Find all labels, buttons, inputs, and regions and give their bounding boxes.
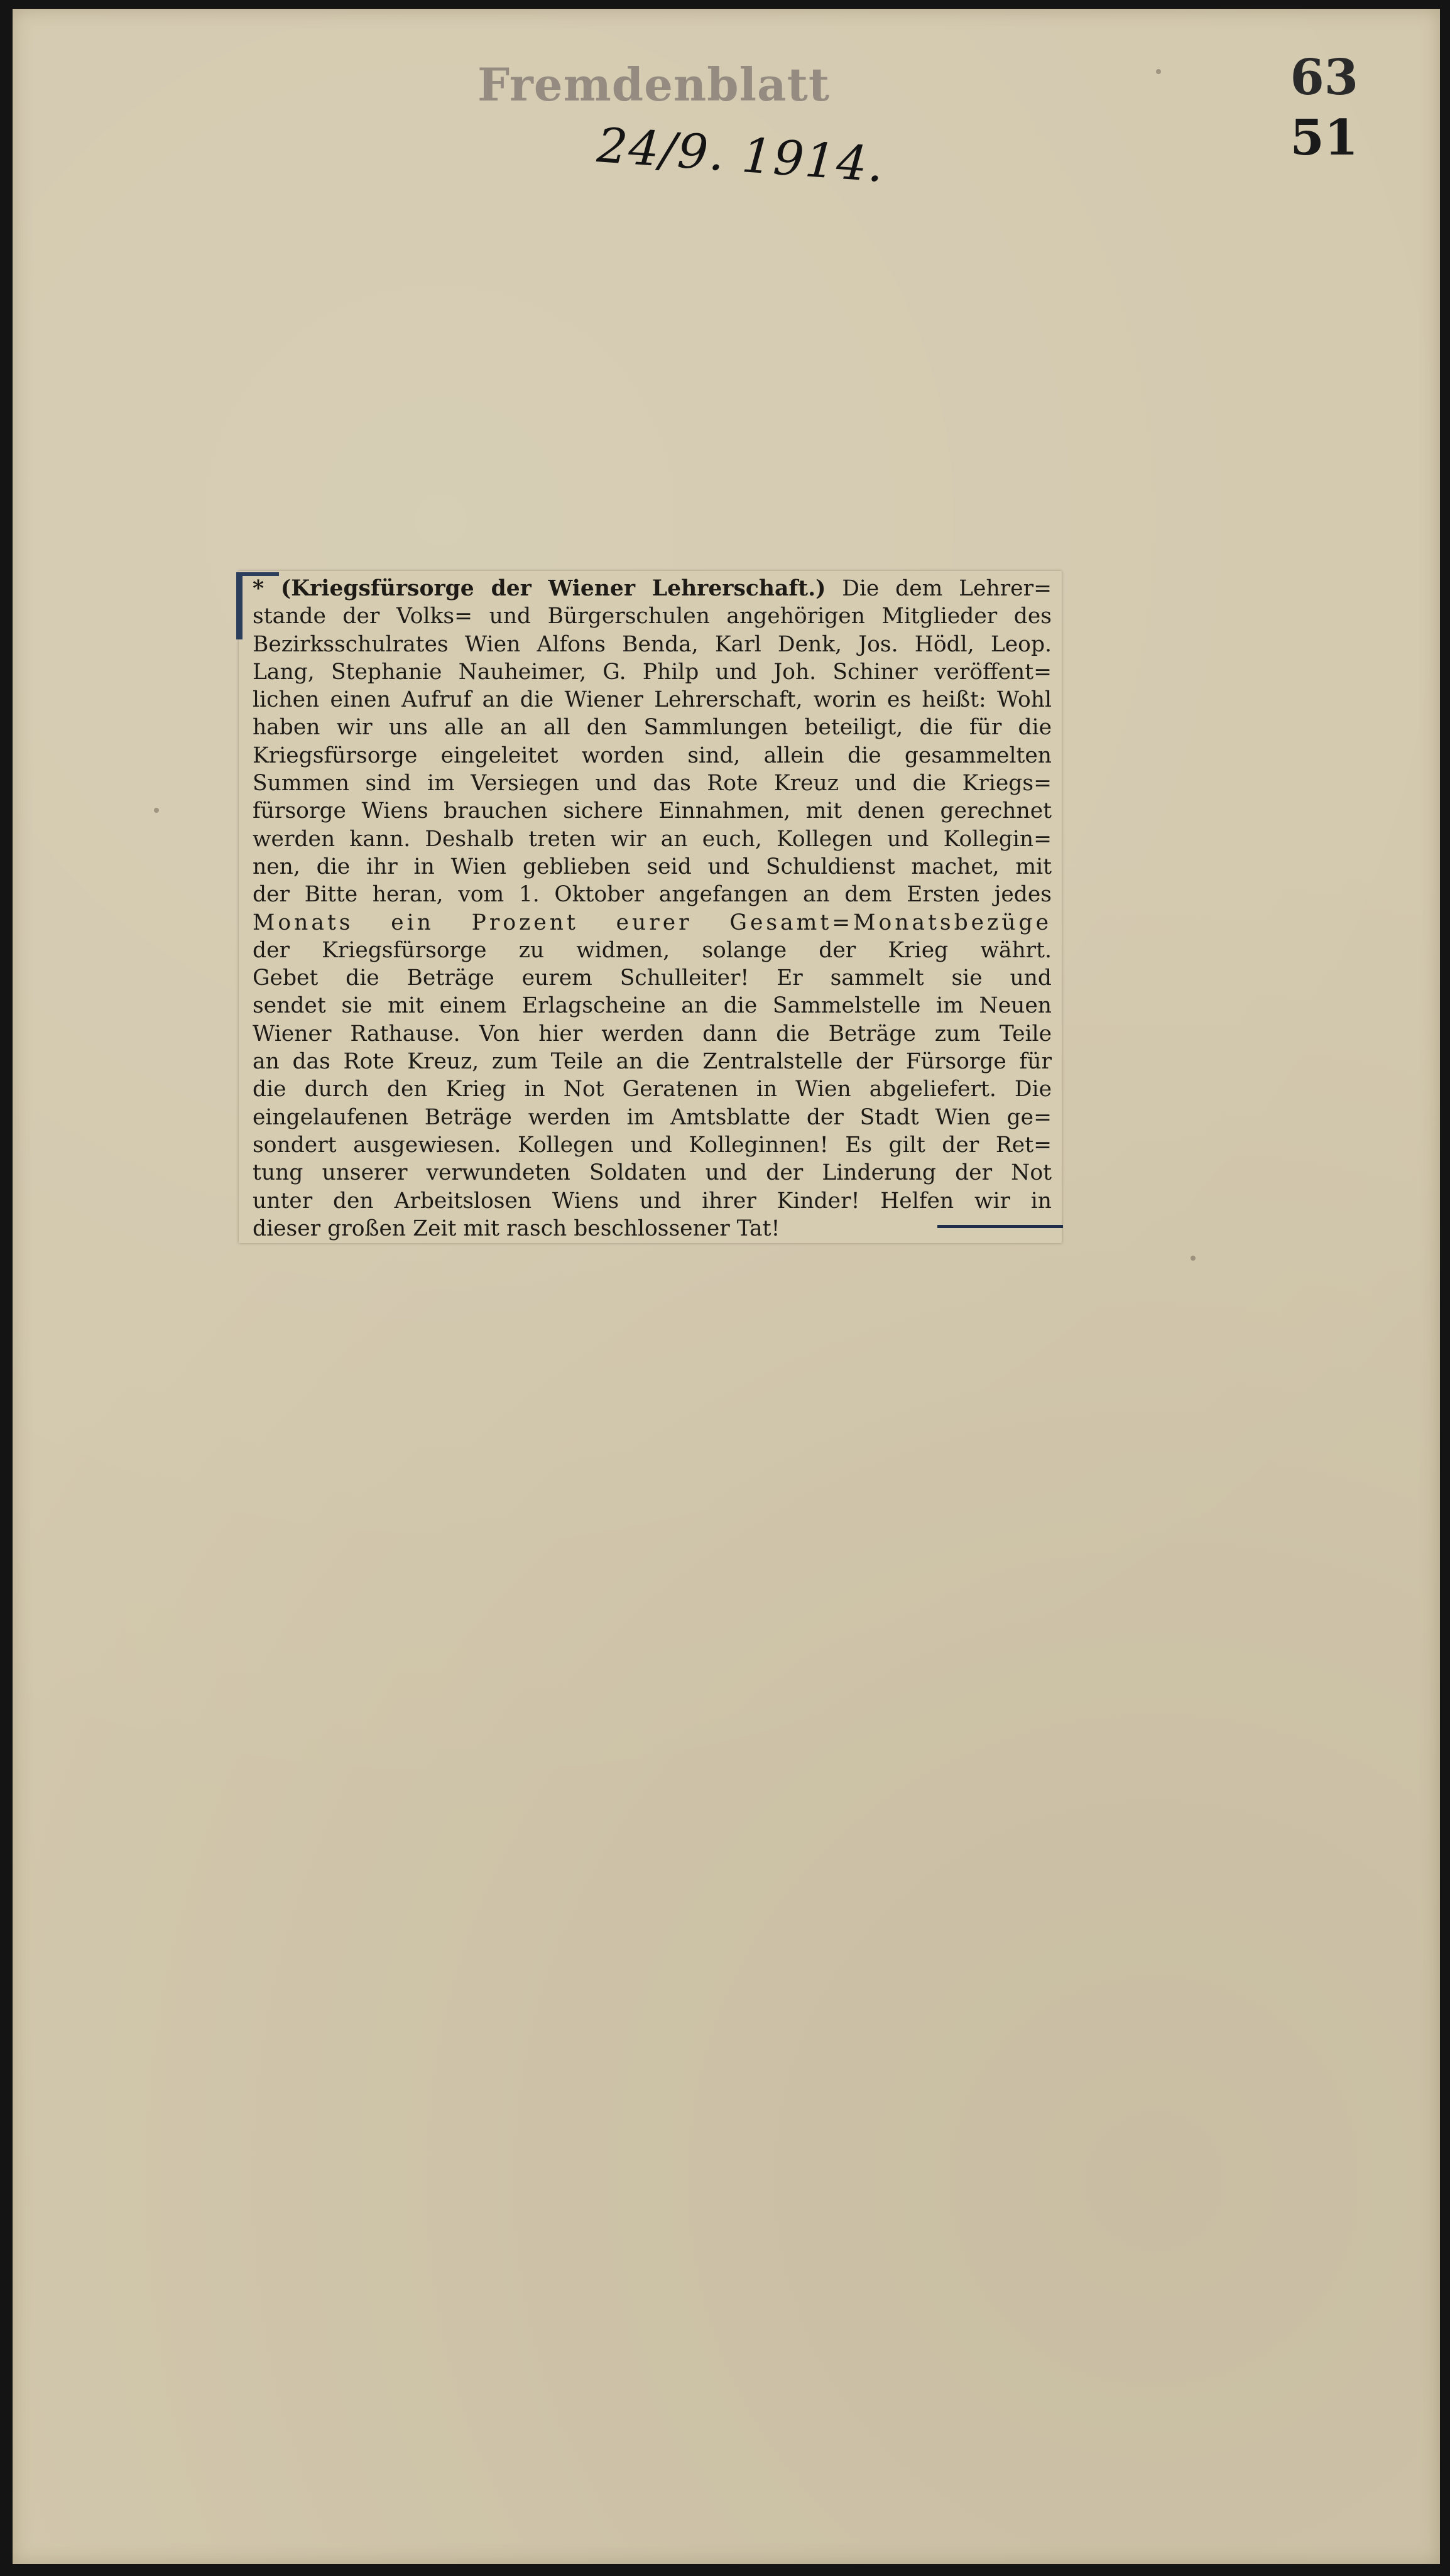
clipping-end-rule bbox=[937, 1225, 1063, 1228]
article-line: werden kann. Deshalb treten wir an euch, Kollegen und Kollegin= bbox=[253, 826, 1052, 852]
article-line bbox=[253, 575, 1052, 602]
paper-speck bbox=[1191, 1256, 1196, 1261]
article-line: der Bitte heran, vom 1. Oktober angefangen an dem Ersten jedes bbox=[253, 882, 1052, 908]
article-heading: * (Kriegsfürsorge der Wiener Lehrerschaft.) bbox=[253, 576, 826, 601]
article-line-fragment: Die dem Lehrer= bbox=[826, 576, 1052, 601]
handwritten-date: 24/9. 1914. bbox=[595, 117, 887, 193]
article-line: eingelaufenen Beträge werden im Amtsblatte der Stadt Wien ge= bbox=[253, 1104, 1052, 1130]
article-line: Summen sind im Versiegen und das Rote Kreuz und die Kriegs= bbox=[253, 771, 1052, 796]
article-line: fürsorge Wiens brauchen sichere Einnahmen, mit denen gerechnet bbox=[253, 798, 1052, 824]
article-line: haben wir uns alle an all den Sammlungen beteiligt, die für die bbox=[253, 715, 1052, 741]
article-line: nen, die ihr in Wien geblieben seid und Schuldienst machet, mit bbox=[253, 854, 1052, 879]
page-number-bottom: 51 bbox=[1290, 109, 1358, 166]
article-line: an das Rote Kreuz, zum Teile an die Zentralstelle der Fürsorge für bbox=[253, 1049, 1052, 1075]
article-line: Gebet die Beträge eurem Schulleiter! Er sammelt sie und bbox=[253, 965, 1052, 991]
article-text bbox=[253, 575, 1052, 1242]
article-line: unter den Arbeitslosen Wiens und ihrer Kinder! Helfen wir in bbox=[253, 1188, 1052, 1214]
clipping-corner-mark bbox=[236, 573, 243, 639]
newspaper-stamp: Fremdenblatt bbox=[477, 58, 831, 111]
archive-sheet bbox=[13, 9, 1440, 2564]
article-line: Kriegsfürsorge eingeleitet worden sind, allein die gesammelten bbox=[253, 742, 1052, 768]
article-line: Bezirksschulrates Wien Alfons Benda, Karl Denk, Jos. Hödl, Leop. bbox=[253, 631, 1052, 657]
article-line: lichen einen Aufruf an die Wiener Lehrerschaft, worin es heißt: Wohl bbox=[253, 687, 1052, 713]
article-line: Lang, Stephanie Nauheimer, G. Philp und Joh. Schiner veröffent= bbox=[253, 659, 1052, 685]
newspaper-clipping bbox=[239, 571, 1062, 1243]
page-numbers bbox=[1290, 48, 1358, 168]
article-line: sondert ausgewiesen. Kollegen und Kolleginnen! Es gilt der Ret= bbox=[253, 1132, 1052, 1158]
paper-speck bbox=[1156, 69, 1161, 74]
article-line: sendet sie mit einem Erlagscheine an die Sammelstelle im Neuen bbox=[253, 993, 1052, 1019]
article-line: dieser großen Zeit mit rasch beschlossener Tat! bbox=[253, 1215, 780, 1241]
article-line: Wiener Rathause. Von hier werden dann die Beträge zum Teile bbox=[253, 1021, 1052, 1046]
page-number-top: 63 bbox=[1290, 49, 1358, 106]
article-line: die durch den Krieg in Not Geratenen in Wien abgeliefert. Die bbox=[253, 1077, 1052, 1102]
article-line-emphasis: Monats ein Prozent eurer Gesamt=Monatsbezüge bbox=[253, 910, 1052, 935]
article-line: stande der Volks= und Bürgerschulen angehörigen Mitglieder des bbox=[253, 604, 1052, 629]
paper-speck bbox=[154, 808, 159, 813]
article-line-emphasis: der Kriegsfürsorge zu widmen, solange der Krieg währt. bbox=[253, 937, 1052, 963]
article-line: tung unserer verwundeten Soldaten und der Linderung der Not bbox=[253, 1160, 1052, 1186]
